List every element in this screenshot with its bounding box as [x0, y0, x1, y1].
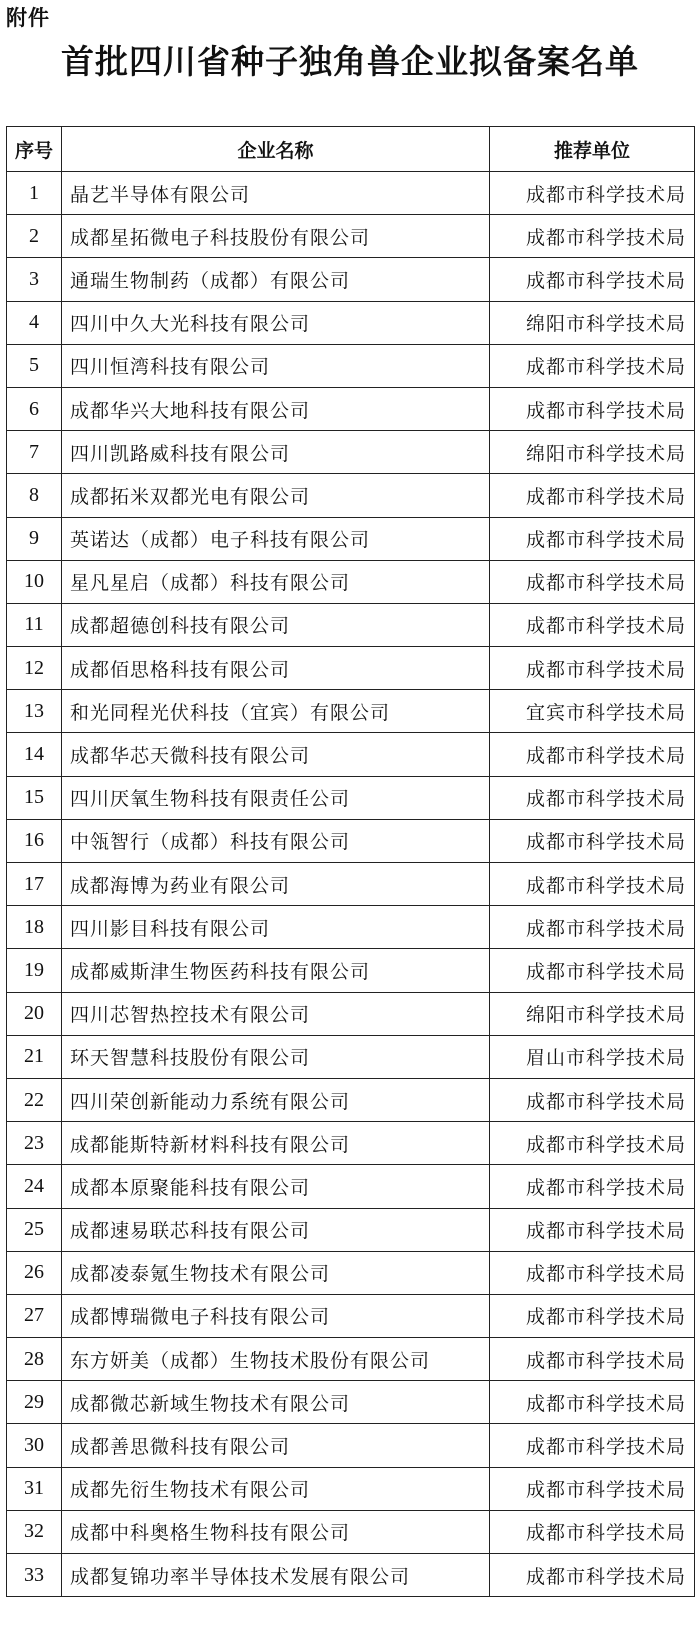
enterprise-name-cell: 成都华芯天微科技有限公司 [62, 733, 490, 776]
recommending-unit-cell: 眉山市科学技术局 [490, 1035, 695, 1078]
serial-number-cell: 20 [7, 992, 62, 1035]
recommending-unit-cell: 成都市科学技术局 [490, 1251, 695, 1294]
table-row [7, 1294, 695, 1337]
header-recommending-unit: 推荐单位 [490, 127, 695, 172]
recommending-unit-cell: 成都市科学技术局 [490, 1122, 695, 1165]
recommending-unit-cell: 成都市科学技术局 [490, 1554, 695, 1597]
recommending-unit-cell: 成都市科学技术局 [490, 560, 695, 603]
table-row [7, 1078, 695, 1121]
enterprise-name-cell: 成都速易联芯科技有限公司 [62, 1208, 490, 1251]
table-row [7, 1424, 695, 1467]
recommending-unit-cell: 成都市科学技术局 [490, 1467, 695, 1510]
table-row [7, 647, 695, 690]
header-row [7, 127, 695, 172]
enterprise-name-cell: 成都本原聚能科技有限公司 [62, 1165, 490, 1208]
serial-number-cell: 28 [7, 1338, 62, 1381]
table-row [7, 431, 695, 474]
serial-number-cell: 30 [7, 1424, 62, 1467]
recommending-unit-cell: 成都市科学技术局 [490, 949, 695, 992]
recommending-unit-cell: 成都市科学技术局 [490, 863, 695, 906]
recommending-unit-cell: 绵阳市科学技术局 [490, 992, 695, 1035]
enterprise-name-cell: 中瓴智行（成都）科技有限公司 [62, 819, 490, 862]
table-header [7, 127, 695, 172]
header-serial-number: 序号 [7, 127, 62, 172]
enterprise-name-cell: 成都超德创科技有限公司 [62, 603, 490, 646]
enterprise-name-cell: 成都拓米双都光电有限公司 [62, 474, 490, 517]
serial-number-cell: 21 [7, 1035, 62, 1078]
enterprise-name-cell: 成都凌泰氪生物技术有限公司 [62, 1251, 490, 1294]
table-row [7, 906, 695, 949]
enterprise-name-cell: 成都善思微科技有限公司 [62, 1424, 490, 1467]
table-row [7, 863, 695, 906]
enterprise-name-cell: 成都威斯津生物医药科技有限公司 [62, 949, 490, 992]
enterprise-name-cell: 东方妍美（成都）生物技术股份有限公司 [62, 1338, 490, 1381]
attachment-label: 附件 [6, 6, 50, 30]
table-body [7, 172, 695, 1597]
table-row [7, 1338, 695, 1381]
table-row [7, 560, 695, 603]
table-row [7, 215, 695, 258]
serial-number-cell: 3 [7, 258, 62, 301]
recommending-unit-cell: 成都市科学技术局 [490, 215, 695, 258]
serial-number-cell: 15 [7, 776, 62, 819]
header-enterprise-name: 企业名称 [62, 127, 490, 172]
serial-number-cell: 13 [7, 690, 62, 733]
table-row [7, 949, 695, 992]
serial-number-cell: 16 [7, 819, 62, 862]
serial-number-cell: 19 [7, 949, 62, 992]
recommending-unit-cell: 成都市科学技术局 [490, 258, 695, 301]
enterprise-name-cell: 四川荣创新能动力系统有限公司 [62, 1078, 490, 1121]
recommending-unit-cell: 绵阳市科学技术局 [490, 301, 695, 344]
enterprise-name-cell: 四川影目科技有限公司 [62, 906, 490, 949]
serial-number-cell: 25 [7, 1208, 62, 1251]
table-row [7, 1165, 695, 1208]
serial-number-cell: 27 [7, 1294, 62, 1337]
table-row [7, 1467, 695, 1510]
recommending-unit-cell: 成都市科学技术局 [490, 819, 695, 862]
serial-number-cell: 12 [7, 647, 62, 690]
table-row [7, 690, 695, 733]
enterprise-name-cell: 四川凯路威科技有限公司 [62, 431, 490, 474]
enterprise-name-cell: 四川中久大光科技有限公司 [62, 301, 490, 344]
enterprise-name-cell: 成都先衍生物技术有限公司 [62, 1467, 490, 1510]
enterprise-name-cell: 成都中科奥格生物科技有限公司 [62, 1510, 490, 1553]
enterprise-name-cell: 成都华兴大地科技有限公司 [62, 387, 490, 430]
serial-number-cell: 10 [7, 560, 62, 603]
table-row [7, 172, 695, 215]
table-row [7, 733, 695, 776]
table-row [7, 992, 695, 1035]
serial-number-cell: 29 [7, 1381, 62, 1424]
serial-number-cell: 18 [7, 906, 62, 949]
recommending-unit-cell: 成都市科学技术局 [490, 172, 695, 215]
recommending-unit-cell: 成都市科学技术局 [490, 906, 695, 949]
recommending-unit-cell: 成都市科学技术局 [490, 1424, 695, 1467]
recommending-unit-cell: 成都市科学技术局 [490, 517, 695, 560]
enterprise-name-cell: 成都复锦功率半导体技术发展有限公司 [62, 1554, 490, 1597]
serial-number-cell: 17 [7, 863, 62, 906]
recommending-unit-cell: 成都市科学技术局 [490, 1078, 695, 1121]
enterprise-list-table [6, 126, 695, 1597]
enterprise-name-cell: 晶艺半导体有限公司 [62, 172, 490, 215]
recommending-unit-cell: 成都市科学技术局 [490, 603, 695, 646]
serial-number-cell: 33 [7, 1554, 62, 1597]
recommending-unit-cell: 绵阳市科学技术局 [490, 431, 695, 474]
recommending-unit-cell: 成都市科学技术局 [490, 776, 695, 819]
recommending-unit-cell: 成都市科学技术局 [490, 344, 695, 387]
recommending-unit-cell: 成都市科学技术局 [490, 647, 695, 690]
table-row [7, 1554, 695, 1597]
enterprise-name-cell: 四川芯智热控技术有限公司 [62, 992, 490, 1035]
table-row [7, 776, 695, 819]
enterprise-name-cell: 星凡星启（成都）科技有限公司 [62, 560, 490, 603]
table-row [7, 258, 695, 301]
table-row [7, 474, 695, 517]
enterprise-name-cell: 成都博瑞微电子科技有限公司 [62, 1294, 490, 1337]
serial-number-cell: 23 [7, 1122, 62, 1165]
serial-number-cell: 11 [7, 603, 62, 646]
serial-number-cell: 26 [7, 1251, 62, 1294]
serial-number-cell: 4 [7, 301, 62, 344]
table-row [7, 301, 695, 344]
table-row [7, 1381, 695, 1424]
table-row [7, 1122, 695, 1165]
table-row [7, 1208, 695, 1251]
serial-number-cell: 1 [7, 172, 62, 215]
enterprise-name-cell: 四川恒湾科技有限公司 [62, 344, 490, 387]
enterprise-name-cell: 成都佰思格科技有限公司 [62, 647, 490, 690]
recommending-unit-cell: 成都市科学技术局 [490, 1510, 695, 1553]
recommending-unit-cell: 成都市科学技术局 [490, 1381, 695, 1424]
enterprise-name-cell: 成都星拓微电子科技股份有限公司 [62, 215, 490, 258]
serial-number-cell: 2 [7, 215, 62, 258]
enterprise-name-cell: 通瑞生物制药（成都）有限公司 [62, 258, 490, 301]
recommending-unit-cell: 成都市科学技术局 [490, 733, 695, 776]
recommending-unit-cell: 成都市科学技术局 [490, 474, 695, 517]
table-row [7, 819, 695, 862]
serial-number-cell: 24 [7, 1165, 62, 1208]
table-row [7, 1510, 695, 1553]
serial-number-cell: 32 [7, 1510, 62, 1553]
table-row [7, 1035, 695, 1078]
serial-number-cell: 31 [7, 1467, 62, 1510]
recommending-unit-cell: 宜宾市科学技术局 [490, 690, 695, 733]
recommending-unit-cell: 成都市科学技术局 [490, 1165, 695, 1208]
table-row [7, 344, 695, 387]
serial-number-cell: 9 [7, 517, 62, 560]
table-row [7, 603, 695, 646]
recommending-unit-cell: 成都市科学技术局 [490, 387, 695, 430]
serial-number-cell: 22 [7, 1078, 62, 1121]
enterprise-name-cell: 英诺达（成都）电子科技有限公司 [62, 517, 490, 560]
enterprise-name-cell: 四川厌氧生物科技有限责任公司 [62, 776, 490, 819]
table-row [7, 1251, 695, 1294]
recommending-unit-cell: 成都市科学技术局 [490, 1338, 695, 1381]
document-title: 首批四川省种子独角兽企业拟备案名单 [61, 42, 639, 81]
recommending-unit-cell: 成都市科学技术局 [490, 1208, 695, 1251]
recommending-unit-cell: 成都市科学技术局 [490, 1294, 695, 1337]
enterprise-name-cell: 和光同程光伏科技（宜宾）有限公司 [62, 690, 490, 733]
serial-number-cell: 14 [7, 733, 62, 776]
enterprise-name-cell: 成都微芯新域生物技术有限公司 [62, 1381, 490, 1424]
enterprise-name-cell: 成都能斯特新材料科技有限公司 [62, 1122, 490, 1165]
table-row [7, 517, 695, 560]
enterprise-name-cell: 环天智慧科技股份有限公司 [62, 1035, 490, 1078]
serial-number-cell: 5 [7, 344, 62, 387]
serial-number-cell: 8 [7, 474, 62, 517]
serial-number-cell: 7 [7, 431, 62, 474]
table-row [7, 387, 695, 430]
enterprise-name-cell: 成都海博为药业有限公司 [62, 863, 490, 906]
serial-number-cell: 6 [7, 387, 62, 430]
